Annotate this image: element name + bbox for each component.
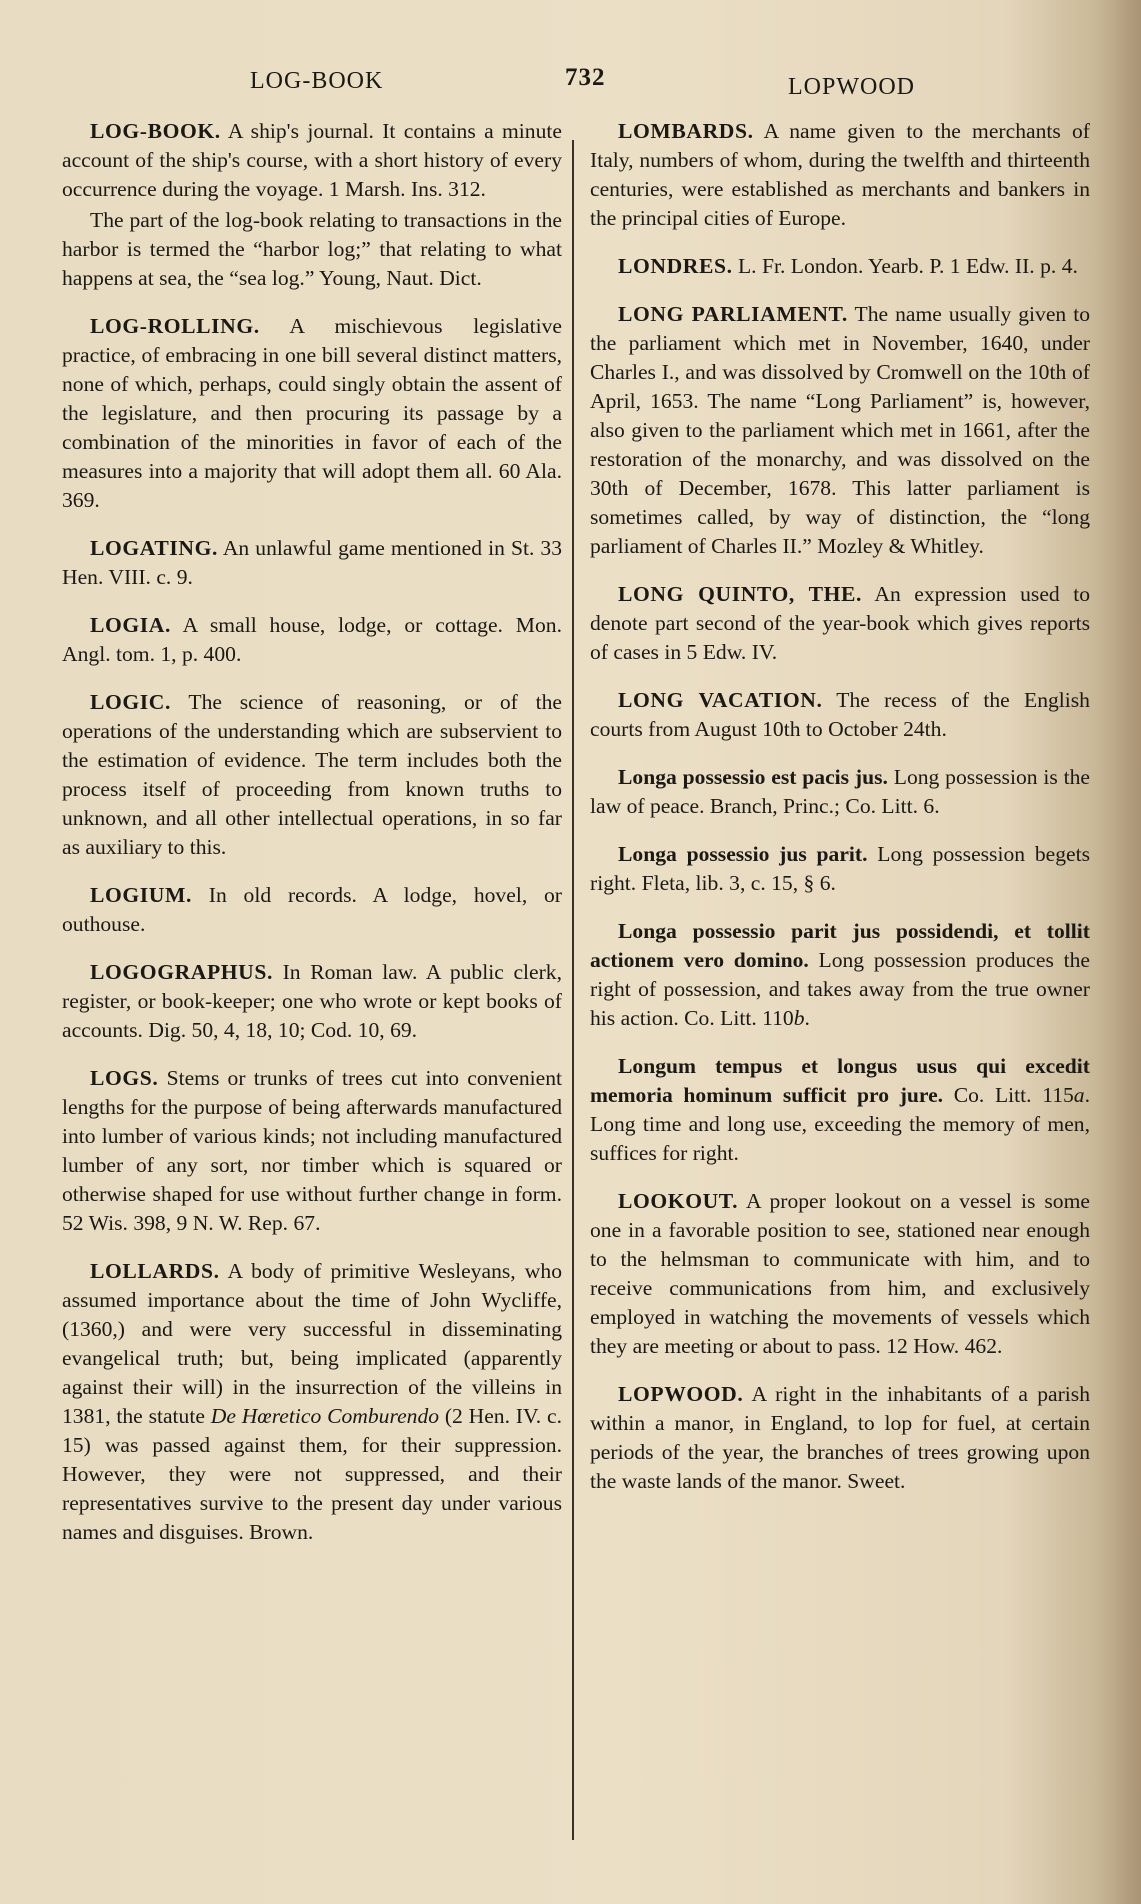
right-column xyxy=(590,117,1090,1515)
entry-long-quinto xyxy=(590,580,1090,667)
citation-suffix: b xyxy=(793,1006,805,1030)
definition: A mischievous legislative practice, of embracing in one bill several distinct matters, none of which, perhaps, could singly obtain the assent of the legislature, and then procuring its passage by a combination of the minorities in favor of each of the measures into a majority that will adopt them all. 60 Ala. 369. xyxy=(62,314,562,512)
definition: In old records. A lodge, hovel, or outhouse. xyxy=(62,883,562,936)
headword: LOG-ROLLING. xyxy=(90,314,260,338)
definition: An unlawful game mentioned in St. 33 Hen. VIII. c. 9. xyxy=(62,536,562,589)
headword: LOGIUM. xyxy=(90,883,192,907)
definition: A small house, lodge, or cottage. Mon. Angl. tom. 1, p. 400. xyxy=(62,613,562,666)
translation: Long possession produces the right of possession, and takes away from the true owner his action. Co. Litt. 110 xyxy=(590,948,1090,1030)
entry-lopwood xyxy=(590,1380,1090,1496)
definition: A proper lookout on a vessel is some one in a favorable position to see, stationed near enough to the helmsman to communicate with him, and to receive communications from him, and exclusively employed in watching the movements of vessels which they are meeting or about to pass. 12 How. 462. xyxy=(590,1189,1090,1358)
headword: LOLLARDS. xyxy=(90,1259,220,1283)
entry-long-vacation xyxy=(590,686,1090,744)
definition: L. Fr. London. Yearb. P. 1 Edw. II. p. 4. xyxy=(732,254,1078,278)
header-right-guide-word: LOPWOOD xyxy=(788,74,915,100)
headword: LONG VACATION. xyxy=(618,688,823,712)
headword: LONG PARLIAMENT. xyxy=(618,302,848,326)
entry-logia xyxy=(62,611,562,669)
headword: LOMBARDS. xyxy=(618,119,754,143)
headword: LOGS. xyxy=(90,1066,159,1090)
entry-lookout xyxy=(590,1187,1090,1361)
maxim: Longum tempus et longus usus qui excedit memoria hominum sufficit pro jure. xyxy=(590,1054,1090,1107)
headword: LOPWOOD. xyxy=(618,1382,744,1406)
entry-logium xyxy=(62,881,562,939)
definition: A name given to the merchants of Italy, numbers of whom, during the twelfth and thirteenth centuries, were established as merchants and bankers in the principal cities of Europe. xyxy=(590,119,1090,230)
definition: The science of reasoning, or of the operations of the understanding which are subservient to the estimation of evidence. The term includes both the process itself of proceeding from known truths to unknown, and all other intellectual operations, in so far as auxiliary to this. xyxy=(62,690,562,859)
definition: An expression used to denote part second of the year-book which gives reports of cases in 5 Edw. IV. xyxy=(590,582,1091,664)
maxim: Longa possessio est pacis jus. xyxy=(618,765,888,789)
headword: LONDRES. xyxy=(618,254,733,278)
headword: LOG-BOOK. xyxy=(90,119,221,143)
definition-end: (2 Hen. IV. c. 15) was passed against them, for their suppression. However, they were not suppressed, and their representatives survive to the present day under various names and disguises. Brown. xyxy=(62,1404,562,1544)
translation-end: . xyxy=(804,1006,810,1030)
headword: LOGIC. xyxy=(90,690,171,714)
definition: Stems or trunks of trees cut into convenient lengths for the purpose of being afterwards manufactured into lumber of various kinds; not including manufactured lumber of any sort, nor timber which is squared or otherwise shaped for use without further change in form. 52 Wis. 398, 9 N. W. Rep. 67. xyxy=(62,1066,562,1235)
entry-logating xyxy=(62,534,562,592)
entry-maxim-longum-tempus xyxy=(590,1052,1090,1168)
definition: A body of primitive Wesleyans, who assumed importance about the time of John Wycliffe, (1360,) and were very successful in disseminating evangelical truth; but, being implicated (apparently against their will) in the insurrection of the villeins in 1381, the statute xyxy=(62,1259,562,1428)
definition: A right in the inhabitants of a parish within a manor, in England, to lop for fuel, at certain periods of the year, the branches of trees growing upon the waste lands of the manor. Sweet. xyxy=(590,1382,1090,1493)
header-left-guide-word: LOG-BOOK xyxy=(250,68,384,94)
citation: Co. Litt. 115 xyxy=(943,1083,1074,1107)
maxim: Longa possessio parit jus possidendi, et tollit actionem vero domino. xyxy=(590,919,1090,972)
translation: Long possession is the law of peace. Branch, Princ.; Co. Litt. 6. xyxy=(590,765,1091,818)
statute-title: De Hœretico Comburendo xyxy=(210,1404,440,1428)
headword: LOGIA. xyxy=(90,613,171,637)
headword: LOGOGRAPHUS. xyxy=(90,960,273,984)
entry-log-rolling xyxy=(62,312,562,515)
entry-log-book xyxy=(62,117,562,293)
entry-maxim-jus-parit xyxy=(590,840,1090,898)
column-divider xyxy=(572,140,574,1840)
translation: . Long time and long use, exceeding the memory of men, suffices for right. xyxy=(590,1083,1090,1165)
entry-long-parliament xyxy=(590,300,1090,561)
citation-suffix: a xyxy=(1073,1083,1085,1107)
definition: The recess of the English courts from August 10th to October 24th. xyxy=(590,688,1090,741)
definition: A ship's journal. It contains a minute account of the ship's course, with a short history of every occurrence during the voyage. 1 Marsh. Ins. 312. xyxy=(62,119,562,201)
entry-logs xyxy=(62,1064,562,1238)
definition-continued: The part of the log-book relating to transactions in the harbor is termed the “harbor log;” that relating to what happens at sea, the “sea log.” Young, Naut. Dict. xyxy=(62,208,562,290)
entry-londres xyxy=(590,252,1090,281)
page-number: 732 xyxy=(565,64,606,91)
headword: LOGATING. xyxy=(90,536,218,560)
maxim: Longa possessio jus parit. xyxy=(618,842,868,866)
definition: In Roman law. A public clerk, register, or book-keeper; one who wrote or kept books of accounts. Dig. 50, 4, 18, 10; Cod. 10, 69. xyxy=(62,960,562,1042)
entry-logographus xyxy=(62,958,562,1045)
translation: Long possession begets right. Fleta, lib. 3, c. 15, § 6. xyxy=(590,842,1090,895)
entry-maxim-jus-possidendi xyxy=(590,917,1090,1033)
running-header xyxy=(60,64,1080,108)
headword: LOOKOUT. xyxy=(618,1189,739,1213)
entry-maxim-pacis-jus xyxy=(590,763,1090,821)
entry-lombards xyxy=(590,117,1090,233)
entry-lollards xyxy=(62,1257,562,1547)
headword: LONG QUINTO, THE. xyxy=(618,582,863,606)
left-column xyxy=(62,117,562,1566)
entry-logic xyxy=(62,688,562,862)
definition: The name usually given to the parliament which met in November, 1640, under Charles I., and was dissolved by Cromwell on the 10th of April, 1653. The name “Long Parliament” is, however, also given to the parliament which met in 1661, after the restoration of the monarchy, and was dissolved on the 30th of December, 1678. This latter parliament is sometimes called, by way of distinction, the “long parliament of Charles II.” Mozley & Whitley. xyxy=(590,302,1090,558)
